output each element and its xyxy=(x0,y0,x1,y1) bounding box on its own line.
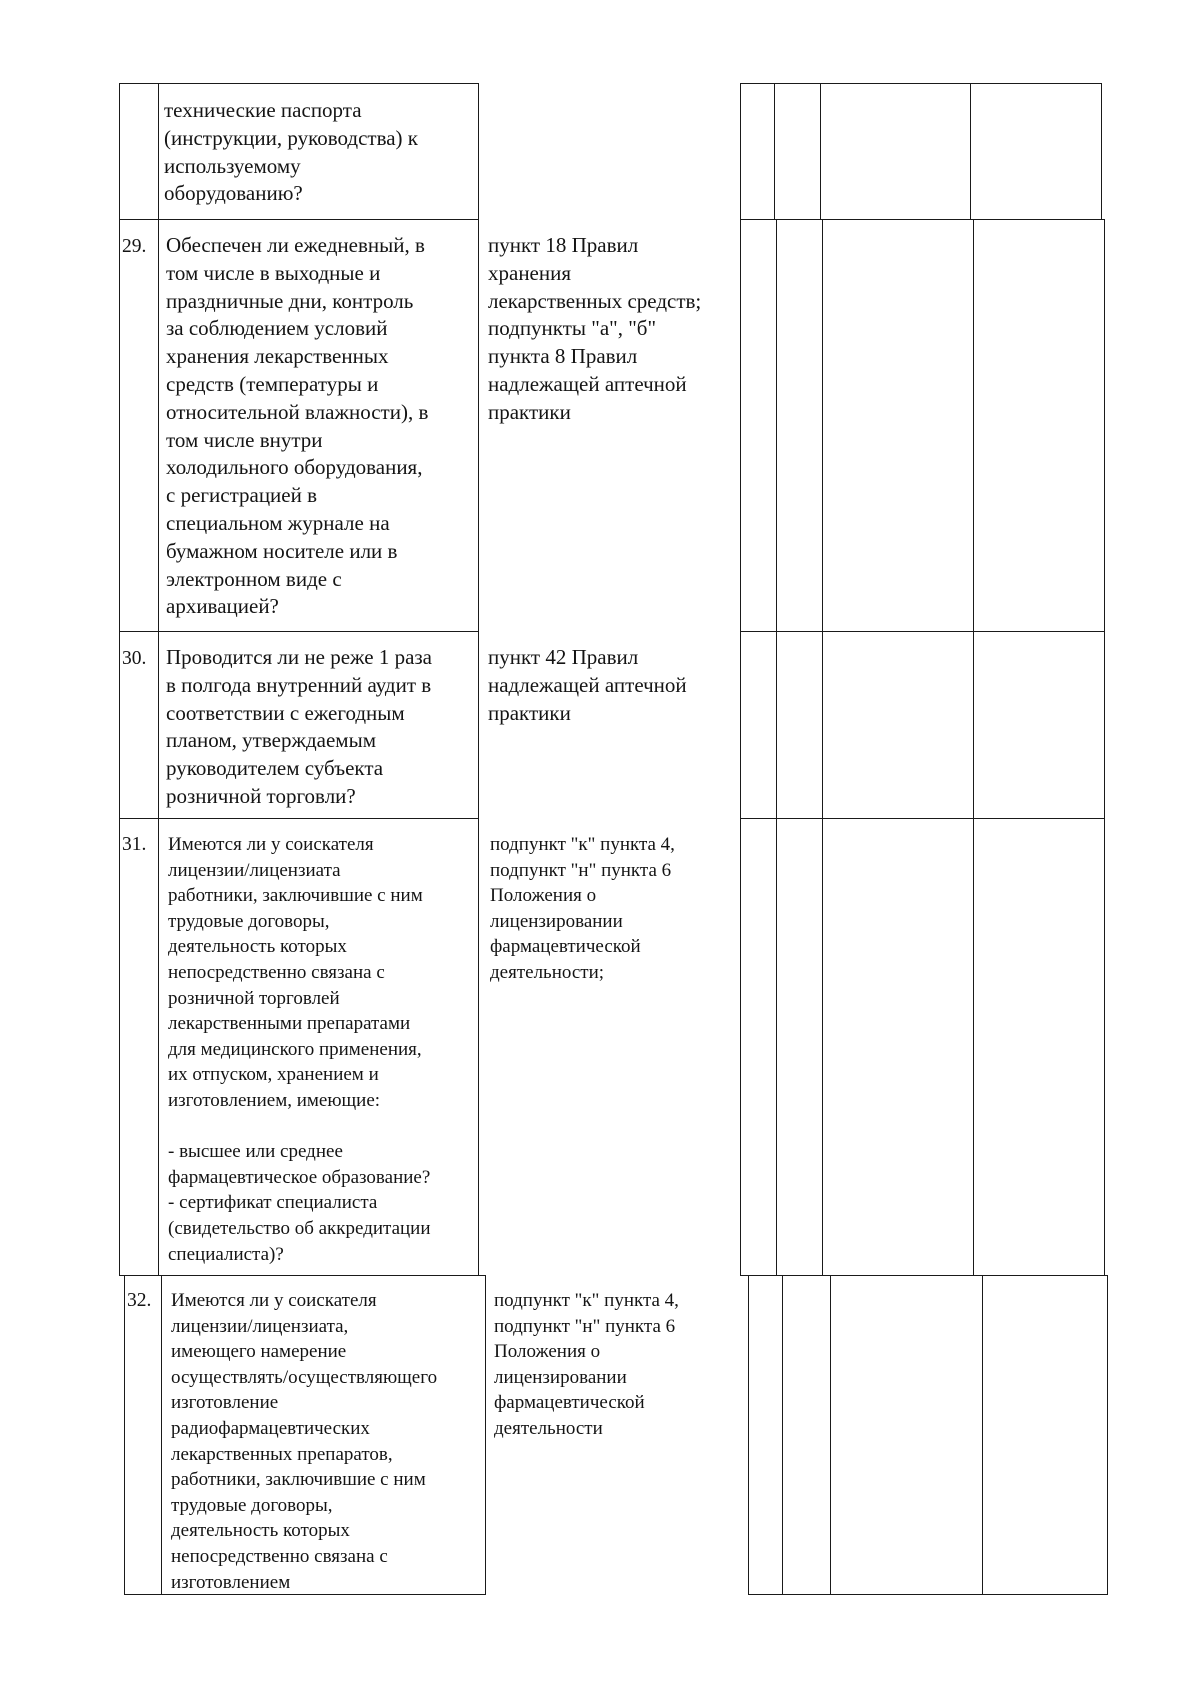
right-divider-c-lower xyxy=(982,1275,983,1595)
table-row-32-reference: подпункт "к" пункта 4, подпункт "н" пункта 6 Положения о лицензировании фармацевтической деятельности xyxy=(494,1290,679,1439)
table-row-30-number: 30. xyxy=(122,648,147,669)
table-row-0-number-cell xyxy=(119,83,159,220)
table-row-29-question: Обеспечен ли ежедневный, в том числе в выходные и праздничные дни, контроль за соблюдением условий хранения лекарственных средств (температуры и относительной влажности), в том числе внутри холодильного оборудования, с регистрацией в специальном журнале на бумажном носителе или в электронном виде с архивацией? xyxy=(166,233,429,619)
right-divider-a-upper xyxy=(776,219,777,1276)
table-row-0-divider-b xyxy=(820,83,821,220)
right-row-line-30-31 xyxy=(740,818,1105,819)
table-row-0-question: технические паспорта (инструкции, руководства) к используемому оборудованию? xyxy=(164,98,418,206)
table-row-29-number-cell xyxy=(119,219,159,632)
right-block-lower xyxy=(748,1275,1108,1595)
right-divider-b-lower xyxy=(830,1275,831,1595)
table-row-30-question: Проводится ли не реже 1 раза в полгода внутренний аудит в соответствии с ежегодным планом, утверждаемым руководителем субъекта розничной торговли? xyxy=(166,645,433,808)
right-divider-c-upper xyxy=(973,219,974,1276)
table-row-31-number: 31. xyxy=(122,834,147,855)
right-block-upper xyxy=(740,219,1105,1276)
right-divider-b-upper xyxy=(822,219,823,1276)
table-row-31-number-cell xyxy=(119,818,159,1276)
table-row-30-reference: пункт 42 Правил надлежащей аптечной практики xyxy=(488,645,687,725)
table-row-32-question: Имеются ли у соискателя лицензии/лицензиата, имеющего намерение осуществлять/осуществляющего изготовление радиофармацевтических лекарственных препаратов, работники, заключившие с ним трудовые договоры, деятельность которых непосредственно связана с изготовлением xyxy=(171,1290,438,1593)
table-row-29-reference: пункт 18 Правил хранения лекарственных средств; подпункты "а", "б" пункта 8 Правил надлежащей аптечной практики xyxy=(488,233,702,424)
right-row-line-29-30 xyxy=(740,631,1105,632)
table-row-0-divider-a xyxy=(774,83,775,220)
right-divider-a-lower xyxy=(782,1275,783,1595)
table-row-0-divider-c xyxy=(970,83,971,220)
table-row-29-number: 29. xyxy=(122,236,147,257)
table-row-31-reference: подпункт "к" пункта 4, подпункт "н" пункта 6 Положения о лицензировании фармацевтической деятельности; xyxy=(490,834,675,983)
table-row-32-number: 32. xyxy=(127,1290,152,1311)
table-row-0-check-block xyxy=(740,83,1102,220)
table-row-32-number-cell xyxy=(124,1275,162,1595)
table-row-31-question: Имеются ли у соискателя лицензии/лицензиата работники, заключившие с ним трудовые договоры, деятельность которых непосредственно связана с розничной торговлей лекарственными препаратами для медицинского применения, их отпуском, хранением и изготовлением, имеющие: - высшее или среднее фармацевтическое образование? - сертификат специалиста (свидетельство об аккредитации специалиста)? xyxy=(168,834,431,1265)
